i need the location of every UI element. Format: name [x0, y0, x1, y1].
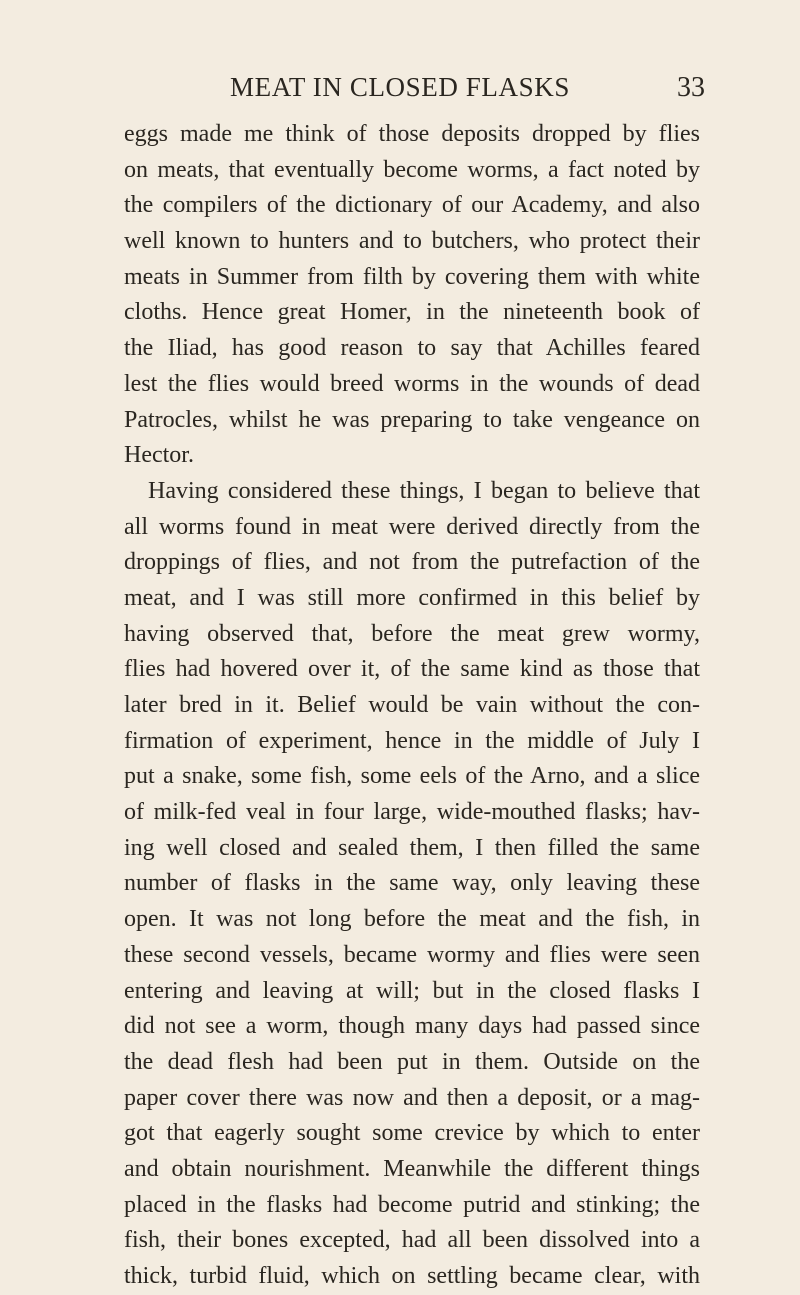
text-line: eggs made me think of those deposits dropped by flies [124, 121, 700, 147]
text-line: number of flasks in the same way, only leaving these [124, 870, 700, 897]
text-line: paper cover there was now and then a deposit, or a mag- [124, 1084, 700, 1111]
text-line: all worms found in meat were derived directly from the [124, 513, 700, 540]
text-line: did not see a worm, though many days had passed since [124, 1013, 700, 1040]
text-line: meat, and I was still more confirmed in this belief by [124, 584, 700, 611]
text-line: the Iliad, has good reason to say that Achilles feared [124, 335, 700, 362]
text-line: placed in the flasks had become putrid and stinking; the [124, 1191, 700, 1218]
running-title: MEAT IN CLOSED FLASKS [230, 72, 570, 102]
body-text [124, 117, 700, 1295]
text-line: ing well closed and sealed them, I then filled the same [124, 834, 700, 861]
text-line: firmation of experiment, hence in the middle of July I [124, 727, 700, 754]
text-line: these second vessels, became wormy and flies were seen [124, 941, 700, 968]
text-line: well known to hunters and to butchers, who protect their [124, 228, 700, 255]
text-line: entering and leaving at will; but in the closed flasks I [124, 977, 700, 1004]
text-line: having observed that, before the meat grew wormy, [124, 620, 700, 647]
paragraph-end-line: Hector. [124, 442, 194, 469]
paragraph-start-line: Having considered these things, I began to believe that [148, 477, 700, 504]
text-line: of milk-fed veal in four large, wide-mouthed flasks; hav- [124, 799, 700, 826]
text-line: and obtain nourishment. Meanwhile the different things [124, 1155, 700, 1182]
text-line: open. It was not long before the meat and the fish, in [124, 906, 700, 933]
text-line: later bred in it. Belief would be vain without the con- [124, 692, 700, 718]
text-line: fish, their bones excepted, had all been dissolved into a [124, 1227, 700, 1254]
text-line: Patrocles, whilst he was preparing to take vengeance on [124, 406, 700, 433]
text-line: put a snake, some fish, some eels of the Arno, and a slice [124, 763, 700, 790]
running-head [0, 72, 800, 108]
text-line: on meats, that eventually become worms, a fact noted by [124, 156, 700, 183]
text-line: thick, turbid fluid, which on settling became clear, with [124, 1263, 700, 1289]
text-line: flies had hovered over it, of the same kind as those that [124, 656, 700, 683]
text-line: meats in Summer from filth by covering them with white [124, 263, 700, 290]
text-line: cloths. Hence great Homer, in the nineteenth book of [124, 299, 700, 326]
page-number: 33 [677, 72, 705, 103]
text-line: the compilers of the dictionary of our Academy, and also [124, 192, 700, 219]
text-line: droppings of flies, and not from the putrefaction of the [124, 549, 700, 576]
text-line: the dead flesh had been put in them. Outside on the [124, 1048, 700, 1075]
text-line: lest the flies would breed worms in the wounds of dead [124, 370, 700, 397]
text-line: got that eagerly sought some crevice by which to enter [124, 1120, 700, 1147]
